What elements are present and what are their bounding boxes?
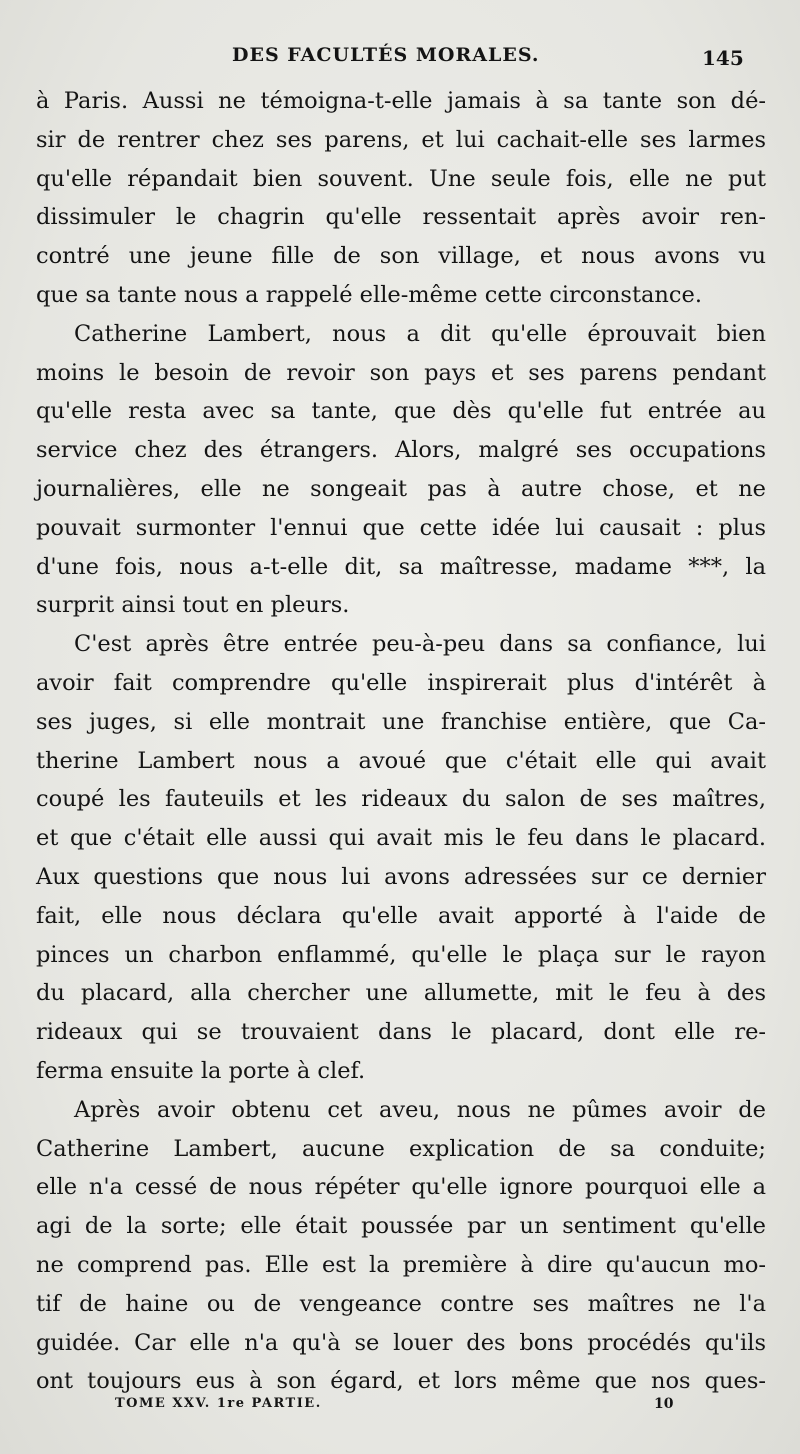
text-line: que sa tante nous a rappelé elle-même cette circonstance. (36, 281, 702, 308)
text-line: sir de rentrer chez ses parens, et lui cachait-elle ses larmes (36, 126, 766, 153)
text-line: contré une jeune fille de son village, et nous avons vu (36, 243, 766, 270)
text-line: moins le besoin de revoir son pays et ses parens pendant (36, 359, 766, 386)
text-line: C'est après être entrée peu-à-peu dans sa confiance, lui (74, 631, 766, 658)
text-line: ses juges, si elle montrait une franchise entière, que Ca- (36, 708, 766, 735)
page-footer (0, 1396, 800, 1420)
volume-mark: TOME XXV. 1re PARTIE. (115, 1396, 322, 1411)
body-text (36, 82, 766, 1401)
text-line: coupé les fauteuils et les rideaux du salon de ses maîtres, (36, 786, 766, 813)
text-line: qu'elle resta avec sa tante, que dès qu'elle fut entrée au (36, 398, 766, 425)
text-line: Catherine Lambert, nous a dit qu'elle éprouvait bien (74, 320, 766, 347)
text-line: pinces un charbon enflammé, qu'elle le plaça sur le rayon (36, 941, 766, 968)
text-line: Après avoir obtenu cet aveu, nous ne pûmes avoir de (74, 1096, 766, 1123)
text-line: du placard, alla chercher une allumette, mit le feu à des (36, 980, 766, 1007)
text-line: d'une fois, nous a-t-elle dit, sa maîtresse, madame ***, la (36, 553, 766, 580)
text-line: journalières, elle ne songeait pas à autre chose, et ne (36, 475, 766, 502)
text-line: ne comprend pas. Elle est la première à dire qu'aucun mo- (36, 1251, 766, 1278)
page-number: 145 (702, 46, 744, 70)
text-line: rideaux qui se trouvaient dans le placard, dont elle re- (36, 1019, 766, 1046)
text-line: therine Lambert nous a avoué que c'était elle qui avait (36, 747, 766, 774)
text-line: tif de haine ou de vengeance contre ses maîtres ne l'a (36, 1290, 766, 1317)
text-line: ont toujours eus à son égard, et lors même que nos ques- (36, 1368, 766, 1395)
running-title: DES FACULTÉS MORALES. (232, 44, 540, 66)
text-line: agi de la sorte; elle était poussée par un sentiment qu'elle (36, 1213, 766, 1240)
text-line: dissimuler le chagrin qu'elle ressentait après avoir ren- (36, 204, 766, 231)
text-line: Aux questions que nous lui avons adressées sur ce dernier (36, 863, 766, 890)
text-line: à Paris. Aussi ne témoigna-t-elle jamais à sa tante son dé- (36, 88, 766, 114)
text-line: elle n'a cessé de nous répéter qu'elle ignore pourquoi elle a (36, 1174, 766, 1201)
text-line: pouvait surmonter l'ennui que cette idée lui causait : plus (36, 514, 766, 541)
text-line: ferma ensuite la porte à clef. (36, 1057, 366, 1084)
text-line: et que c'était elle aussi qui avait mis le feu dans le placard. (36, 825, 766, 852)
page-header (0, 44, 800, 74)
text-line: guidée. Car elle n'a qu'à se louer des bons procédés qu'ils (36, 1329, 766, 1356)
text-line: avoir fait comprendre qu'elle inspirerait plus d'intérêt à (36, 669, 766, 696)
text-line: service chez des étrangers. Alors, malgré ses occupations (36, 437, 766, 464)
text-line: qu'elle répandait bien souvent. Une seule fois, elle ne put (36, 165, 766, 192)
text-line: fait, elle nous déclara qu'elle avait apporté à l'aide de (36, 902, 766, 929)
signature-mark: 10 (654, 1396, 674, 1412)
text-line: surprit ainsi tout en pleurs. (36, 592, 350, 619)
text-line: Catherine Lambert, aucune explication de sa conduite; (36, 1135, 766, 1162)
